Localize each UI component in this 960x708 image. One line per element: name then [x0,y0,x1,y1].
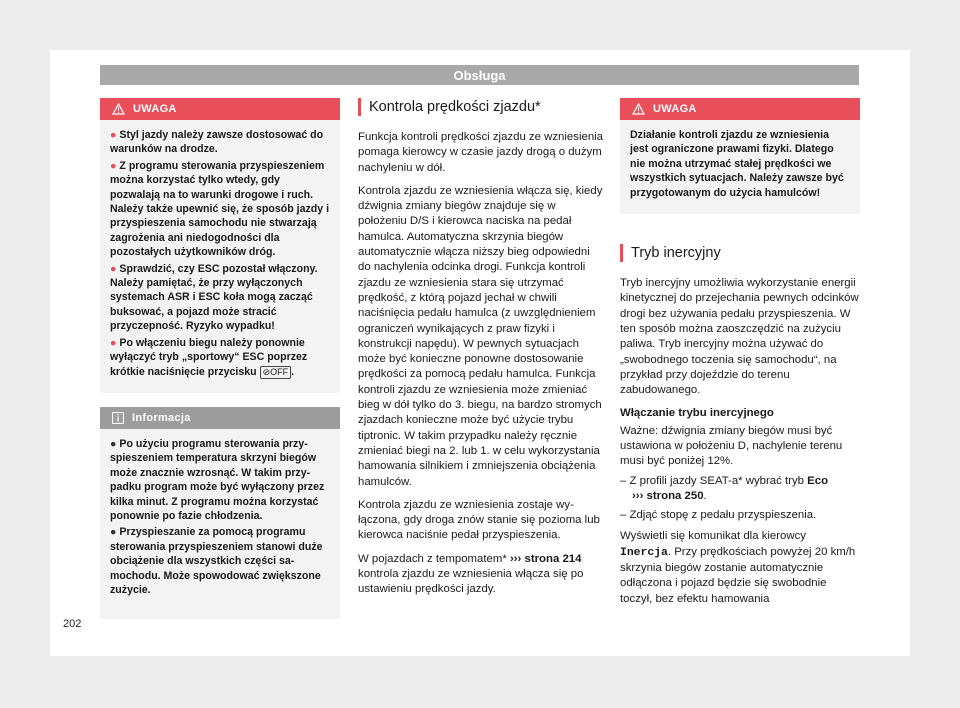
paragraph: Kontrola zjazdu ze wzniesienia włącza się, kiedy dźwignia zmiany biegów znajduje się w położeniu D/S i kierowca naciska na pedał hamulca. Automatyczna skrzynia biegów automatycznie włącza niższy bieg odpowiedni do nachylenia odcinka drogi. Funkcja kontroli zjazdu ze wzniesienia stara się utrzymać prędkość, z którą pojazd jechał w chwili naciśnięcia pedału hamulca (z uwzględnieniem ograniczeń wynikających z praw fizyki i konstrukcji napędu). W pewnych sytuacjach może być konieczne ponowne dostosowanie prędkości za pomocą pedału hamulca. Funkcja kontroli zjazdu ze wzniesienia może zmieniać bieg w dół tylko do 3. biegu, na bardzo stromych zjazdach konieczne może być użycie trybu tiptronic. W takim przypadku należy ręcznie zmieniać biegi na 2. lub 1. w celu wykorzystania hamowania silnikiem i zmniejszenia obciążenia hamulców. [358,184,603,488]
warning-box-body [620,120,860,214]
paragraph: Wyświetli się komunikat dla kierowcy Inercja. Przy prędkościach powyżej 20 km/h skrzynia biegów zostanie automatycznie odłączona i pojazd będzie się swobodnie toczył, bez efektu hamowania [620,530,856,605]
step-item: – Zdjąć stopę z pedału przyspieszenia. [620,509,817,522]
hill-descent-body [358,130,603,598]
warning-label: UWAGA [133,103,177,115]
display-message: Inercja [620,546,668,559]
info-item: ● Przyspieszanie za pomocą programu sterowania przyspieszeniem stanowi duże obciążenie dla wszystkich części samochodu. Może spowodować zwiększone zużycie. [110,526,323,596]
warning-box-header [620,98,860,120]
page-number: 202 [63,618,82,630]
warning-item: ● Sprawdzić, czy ESC pozostał włączony. Należy pamiętać, że przy wyłączonych systemach ASR i ESC koła mogą zacząć buksować, a pojazd może stracić przyczepność. Ryzyko wypadku! [110,262,318,333]
paragraph: Kontrola zjazdu ze wzniesienia zostaje wyłączona, gdy droga znów stanie się pozioma lub kierowca naciśnie pedał przyspieszenia. [358,498,600,542]
warning-triangle-icon [112,103,125,115]
cross-reference-link[interactable]: ››› strona 214 [509,552,582,565]
warning-text: Działanie kontroli zjazdu ze wzniesienia jest ograniczone prawami fizyki. Dlatego nie można utrzymać stałej prędkości we wszystkich sytuacjach. Należy zawsze być przygotowanym do użycia hamulców! [630,129,844,199]
paragraph: Ważne: dźwignia zmiany biegów musi być ustawiona w położeniu D, nachylenie terenu musi być poniżej 12%. [620,424,843,468]
cross-reference-link[interactable]: ››› strona 250 [632,489,704,502]
paragraph: Funkcja kontroli prędkości zjazdu ze wzniesienia pomaga kierowcy w czasie jazdy drogą o dużym nachyleniu w dół. [358,131,604,174]
subheading: Włączanie trybu inercyjnego [620,407,774,420]
warning-box-body [100,120,340,393]
page-header [100,65,859,85]
warning-item: ● Z programu sterowania przyspieszeniem można korzystać tylko wtedy, gdy pozwalają na to warunki drogowe i ruch. Należy także upewnić się, że sposób jazdy i przyspieszenia samochodu nie stwarzają zagrożenia ani niedogodności dla pozostałych użytkowników dróg. [110,159,330,259]
eco-mode-ref[interactable]: Eco [807,474,829,487]
column-right [620,98,860,615]
warning-label: UWAGA [653,103,697,115]
info-icon [112,412,124,424]
info-label: Informacja [132,411,191,424]
paragraph: Tryb inercyjny umożliwia wykorzystanie energii kinetycznej do przejechania pewnych odcinków drogi bez używania pedału przyspieszenia. W ten sposób można zaoszczędzić na zużyciu paliwa. Tryb inercyjny można używać do „swobodnego toczenia się samochodu“, na przykład przy dojeździe do terenu zabudowanego. [620,277,859,397]
warning-item: ● Po włączeniu biegu należy ponownie wyłączyć tryb „sportowy“ ESC poprzez krótkie naciśnięcie przycisku ⊘OFF . [110,336,308,378]
info-box-header [100,407,340,429]
esc-off-key-icon: ⊘OFF [260,366,292,379]
header-title: Obsługa [453,67,506,83]
section-title-hill-descent: Kontrola prędkości zjazdu* [358,98,603,116]
step-item: – Z profili jazdy SEAT-a* wybrać tryb Eco ››› strona 250. [620,474,829,502]
coasting-body [620,276,860,607]
paragraph: W pojazdach z tempomatem* ››› strona 214 kontrola zjazdu ze wzniesienia włącza się po ustawieniu prędkości jazdy. [358,552,584,596]
column-middle [358,98,603,606]
section-title-coasting: Tryb inercyjny [620,244,860,262]
warning-triangle-icon [632,103,645,115]
warning-box-header [100,98,340,120]
info-item: ● Po użyciu programu sterowania przyspieszeniem temperatura skrzyni biegów może znacznie wzrosnąć. W takim przypadku program może być wyłączony przez kilka minut. Z programu można korzystać ponownie po fazie chłodzenia. [110,437,325,522]
column-left [100,98,340,619]
info-box-body [100,429,340,619]
warning-item: ● Styl jazdy należy zawsze dostosować do warunków na drodze. [110,129,324,156]
